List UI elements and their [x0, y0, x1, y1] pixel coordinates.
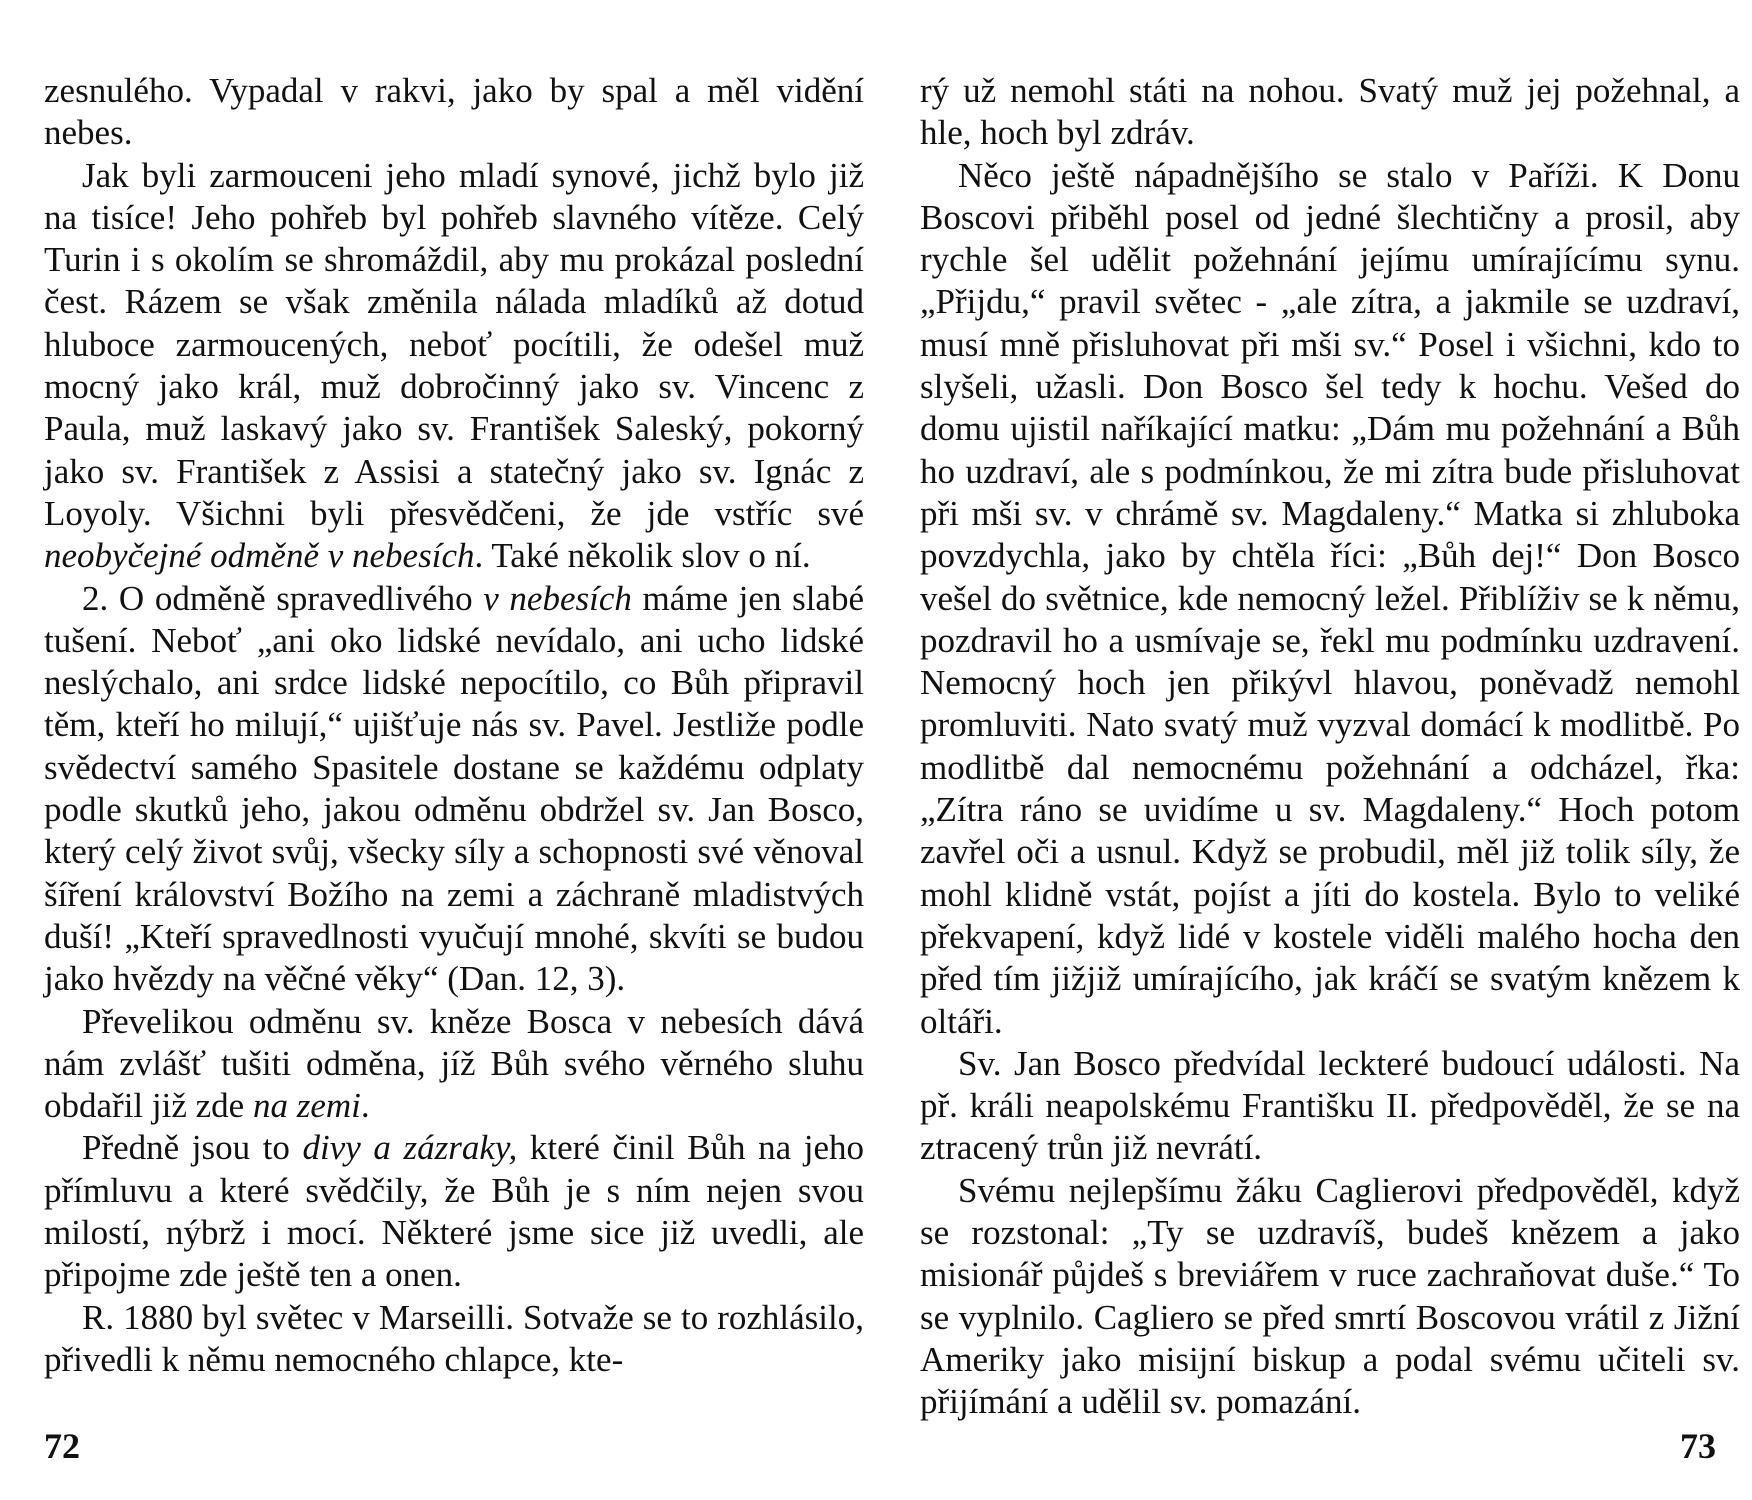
text-run: . [360, 1086, 370, 1126]
paragraph [44, 1001, 864, 1128]
text-run: máme jen slabé tušení. Neboť „ani oko lidské nevídalo, ani ucho lidské neslýchalo, ani srdce lidské nepocítilo, co Bůh připravil těm, kteří ho milují,“ ujišťuje nás sv. Pavel. Jestliže podle svědectví samého Spasitele dostane se každému odplaty podle skutků jeho, jakou odměnu obdržel sv. Jan Bosco, který celý život svůj, všecky síly a schopnosti své věnoval šíření království Božího na zemi a záchraně mladistvých duší! „Kteří spravedlnosti vyučují mnohé, skvíti se budou jako hvězdy na věčné věky“ (Dan. 12, 3). [44, 578, 864, 999]
left-page [44, 70, 864, 1381]
italic-text-run: v nebesích [483, 578, 632, 618]
text-run: Jak byli zarmouceni jeho mladí synové, jichž bylo již na tisíce! Jeho pohřeb byl pohřeb slavného vítěze. Celý Turin i s okolím se shromáždil, aby mu prokázal poslední čest. Rázem se však změnila nálada mladíků až dotud hluboce zarmoucených, neboť pocítili, že odešel muž mocný jako král, muž dobročinný jako sv. Vincenc z Paula, muž laskavý jako sv. František Saleský, pokorný jako sv. František z Assisi a statečný jako sv. Ignác z Loyoly. Všichni byli přesvědčeni, že jde vstříc své [44, 155, 864, 533]
page-number-right: 73 [1680, 1426, 1716, 1466]
paragraph [44, 1127, 864, 1296]
text-run: Předně jsou to [82, 1128, 303, 1168]
italic-text-run: na zemi [252, 1086, 361, 1126]
paragraph [44, 1297, 864, 1382]
right-page [920, 70, 1740, 1424]
paragraph [44, 578, 864, 1001]
text-run: které činil Bůh na jeho přímluvu a které svědčily, že Bůh je s ním nejen svou milostí, nýbrž i mocí. Některé jsme sice již uvedli, ale připojme zde ještě ten a onen. [44, 1128, 865, 1295]
text-run: rý už nemohl státi na nohou. Svatý muž jej požehnal, a hle, hoch byl zdráv. [920, 71, 1740, 153]
paragraph [44, 155, 864, 578]
text-run: Svému nejlepšímu žáku Caglierovi předpověděl, když se rozstonal: „Ty se uzdravíš, budeš knězem a jako misionář půjdeš s breviářem v ruce zachraňovat duše.“ To se vyplnilo. Cagliero se před smrtí Boscovou vrátil z Jižní Ameriky jako misijní biskup a podal svému učiteli sv. přijímání a udělil sv. pomazání. [920, 1170, 1740, 1422]
paragraph [920, 1043, 1740, 1170]
text-run: Něco ještě nápadnějšího se stalo v Paříži. K Donu Boscovi přiběhl posel od jedné šlechtičny a prosil, aby rychle šel udělit požehnání jejímu umírajícímu synu. „Přijdu,“ pravil světec - „ale zítra, a jakmile se uzdraví, musí mně přisluhovat při mši sv.“ Posel i všichni, kdo to slyšeli, užasli. Don Bosco šel tedy k hochu. Vešed do domu ujistil naříkající matku: „Dám mu požehnání a Bůh ho uzdraví, ale s podmínkou, že mi zítra bude přisluhovat při mši sv. v chrámě sv. Magdaleny.“ Matka si zhluboka povzdychla, jako by chtěla říci: „Bůh dej!“ Don Bosco vešel do světnice, kde nemocný ležel. Přiblíživ se k němu, pozdravil ho a usmívaje se, řekl mu podmínku uzdravení. Nemocný hoch jen přikývl hlavou, poněvadž nemohl promluviti. Nato svatý muž vyzval domácí k modlitbě. Po modlitbě dal nemocnému požehnání a odcházel, řka: „Zítra ráno se uvidíme u sv. Magdaleny.“ Hoch potom zavřel oči a usnul. Když se probudil, měl již tolik síly, že mohl klidně vstát, pojíst a jíti do kostela. Bylo to veliké překvapení, když lidé v kostele viděli malého hocha den před tím jižjiž umírajícího, jak kráčí se svatým knězem k oltáři. [920, 155, 1740, 1041]
italic-text-run: divy a zázraky, [302, 1128, 518, 1168]
italic-text-run: neobyčejné odměně v nebesích [44, 536, 475, 576]
text-run: Sv. Jan Bosco předvídal leckteré budoucí události. Na př. králi neapolskému Františku II. předpověděl, že se na ztracený trůn již nevrátí. [920, 1043, 1740, 1168]
paragraph [920, 1170, 1740, 1424]
text-run: Převelikou odměnu sv. kněze Bosca v nebesích dává nám zvlášť tušiti odměna, jíž Bůh svého věrného sluhu obdařil již zde [44, 1001, 864, 1126]
text-run: zesnulého. Vypadal v rakvi, jako by spal a měl vidění nebes. [44, 71, 864, 153]
text-run: R. 1880 byl světec v Marseilli. Sotvaže se to rozhlásilo, přivedli k němu nemocného chlapce, kte- [44, 1297, 864, 1379]
paragraph [920, 70, 1740, 155]
paragraph [920, 155, 1740, 1043]
paragraph [44, 70, 864, 155]
page-number-left: 72 [44, 1426, 80, 1466]
text-run: 2. O odměně spravedlivého [82, 578, 484, 618]
text-run: . Také několik slov o ní. [474, 536, 811, 576]
